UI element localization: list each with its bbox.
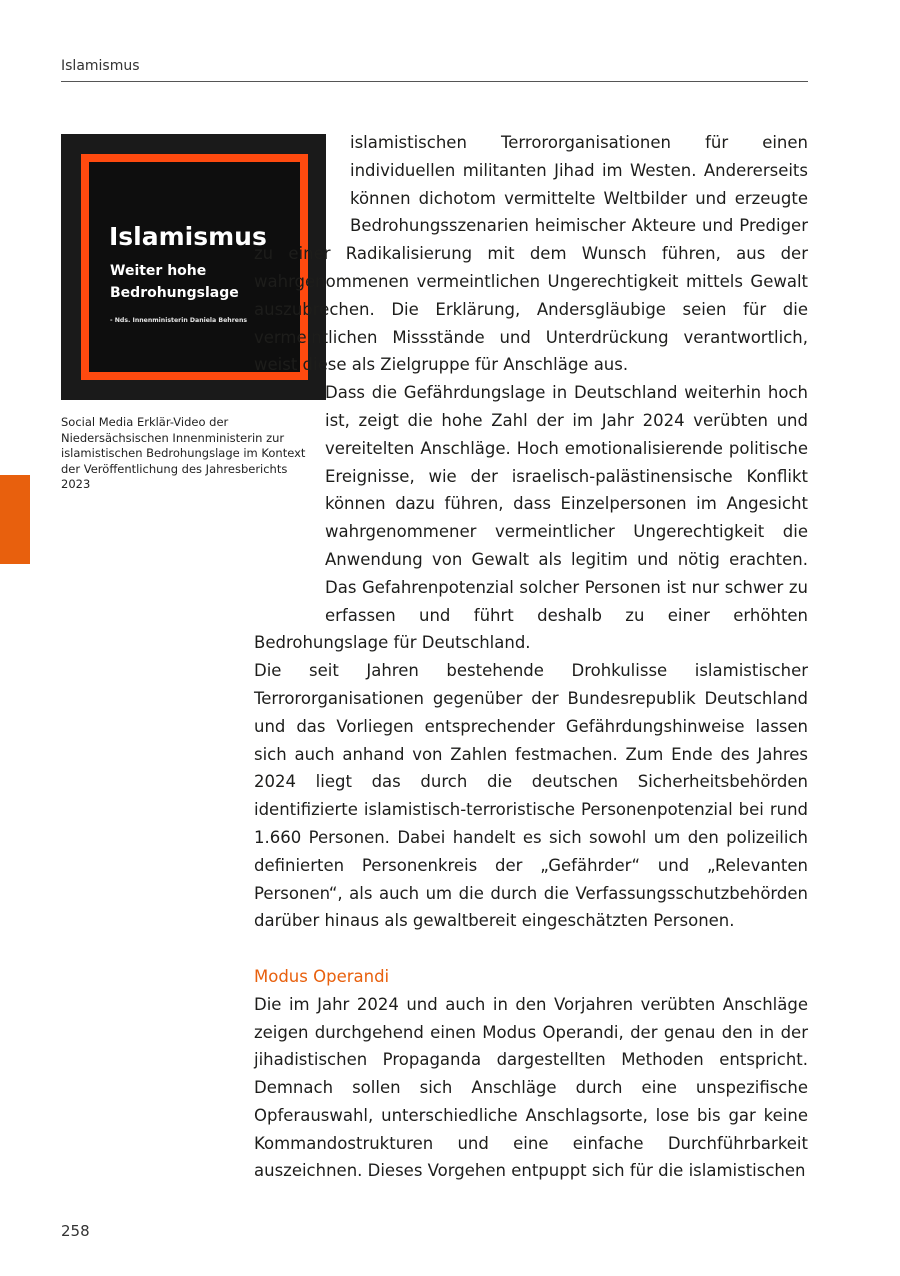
thumbnail-credit: - Nds. Innenministerin Daniela Behrens: [110, 317, 248, 324]
paragraph-1: islamistischen Terrororganisationen für einen individuellen militanten Jihad im Westen. Andererseits können dichotom vermittelte Weltbilder und erzeugte Bedrohungsszenarien heimischer Akteure und Prediger zu einer Radikalisierung mit dem Wunsch führen, aus der wahrgenommenen vermeintlichen Ungerechtigkeit mittels Gewalt auszubrechen. Die Erklärung, Andersgläubige seien für die vermeintlichen Missstände und Unterdrückung verantwortlich, weist diese als Zielgruppe für Anschläge aus.: [254, 133, 808, 375]
paragraph-2: Dass die Gefährdungslage in Deutschland weiterhin hoch ist, zeigt die hohe Zahl der im Jahr 2024 verübten und vereitelten Anschläge. Hoch emotionalisierende politische Ereignisse, wie der israelisch-palästinensische Konflikt können dazu führen, dass Einzelpersonen im Angesicht wahrgenommener vermeintlicher Ungerechtigkeit die Anwendung von Gewalt als legitim und nötig erachten. Das Gefahrenpotenzial solcher Personen ist nur schwer zu erfassen und führt deshalb zu einer erhöhten Bedrohungslage für Deutschland.: [254, 383, 808, 653]
section-heading: Modus Operandi: [254, 966, 390, 986]
figure-caption: Social Media Erklär-Video der Niedersächsischen Innenministerin zur islamistischen Bedrohungslage im Kontext der Veröffentlichung des Jahresberichts 2023: [61, 415, 306, 491]
thumbnail-subtitle-line-2: Bedrohungslage: [110, 285, 239, 301]
body-text: [254, 129, 808, 1185]
caption-wrap-space: [254, 379, 325, 629]
paragraph-3: Die seit Jahren bestehende Drohkulisse islamistischer Terrororganisationen gegenüber der Bundesrepublik Deutschland und das Vorliegen entsprechender Gefährdungshinweise lassen sich auch anhand von Zahlen festmachen. Zum Ende des Jahres 2024 liegt das durch die deutschen Sicherheitsbehörden identifizierte islamistisch-terroristische Personenpotenzial bei rund 1.660 Personen. Dabei handelt es sich sowohl um den polizeilich definierten Personenkreis der „Gefährder“ und „Relevanten Personen“, als auch um die durch die Verfassungsschutzbehörden darüber hinaus als gewaltbereit eingeschätzten Personen.: [254, 661, 808, 931]
header-rule: [61, 81, 808, 82]
figure-wrap-space: [254, 129, 350, 240]
thumbnail-subtitle-line-1: Weiter hohe: [110, 263, 207, 279]
paragraph-4: Die im Jahr 2024 und auch in den Vorjahren verübten Anschläge zeigen durchgehend einen Modus Operandi, der genau den in der jihadistischen Propaganda dargestellten Methoden entspricht. Demnach sollen sich Anschläge durch eine unspezifische Opferauswahl, unterschiedliche Anschlagsorte, lose bis gar keine Kommandostrukturen und eine einfache Durchführbarkeit auszeichnen. Dieses Vorgehen entpuppt sich für die islamistischen: [254, 994, 808, 1181]
page-number: 258: [61, 1222, 90, 1240]
section-spacer: [254, 935, 808, 963]
thumbnail-title: Islamismus: [109, 222, 267, 251]
chapter-tab-marker: [0, 475, 30, 564]
running-head: Islamismus: [61, 58, 140, 74]
